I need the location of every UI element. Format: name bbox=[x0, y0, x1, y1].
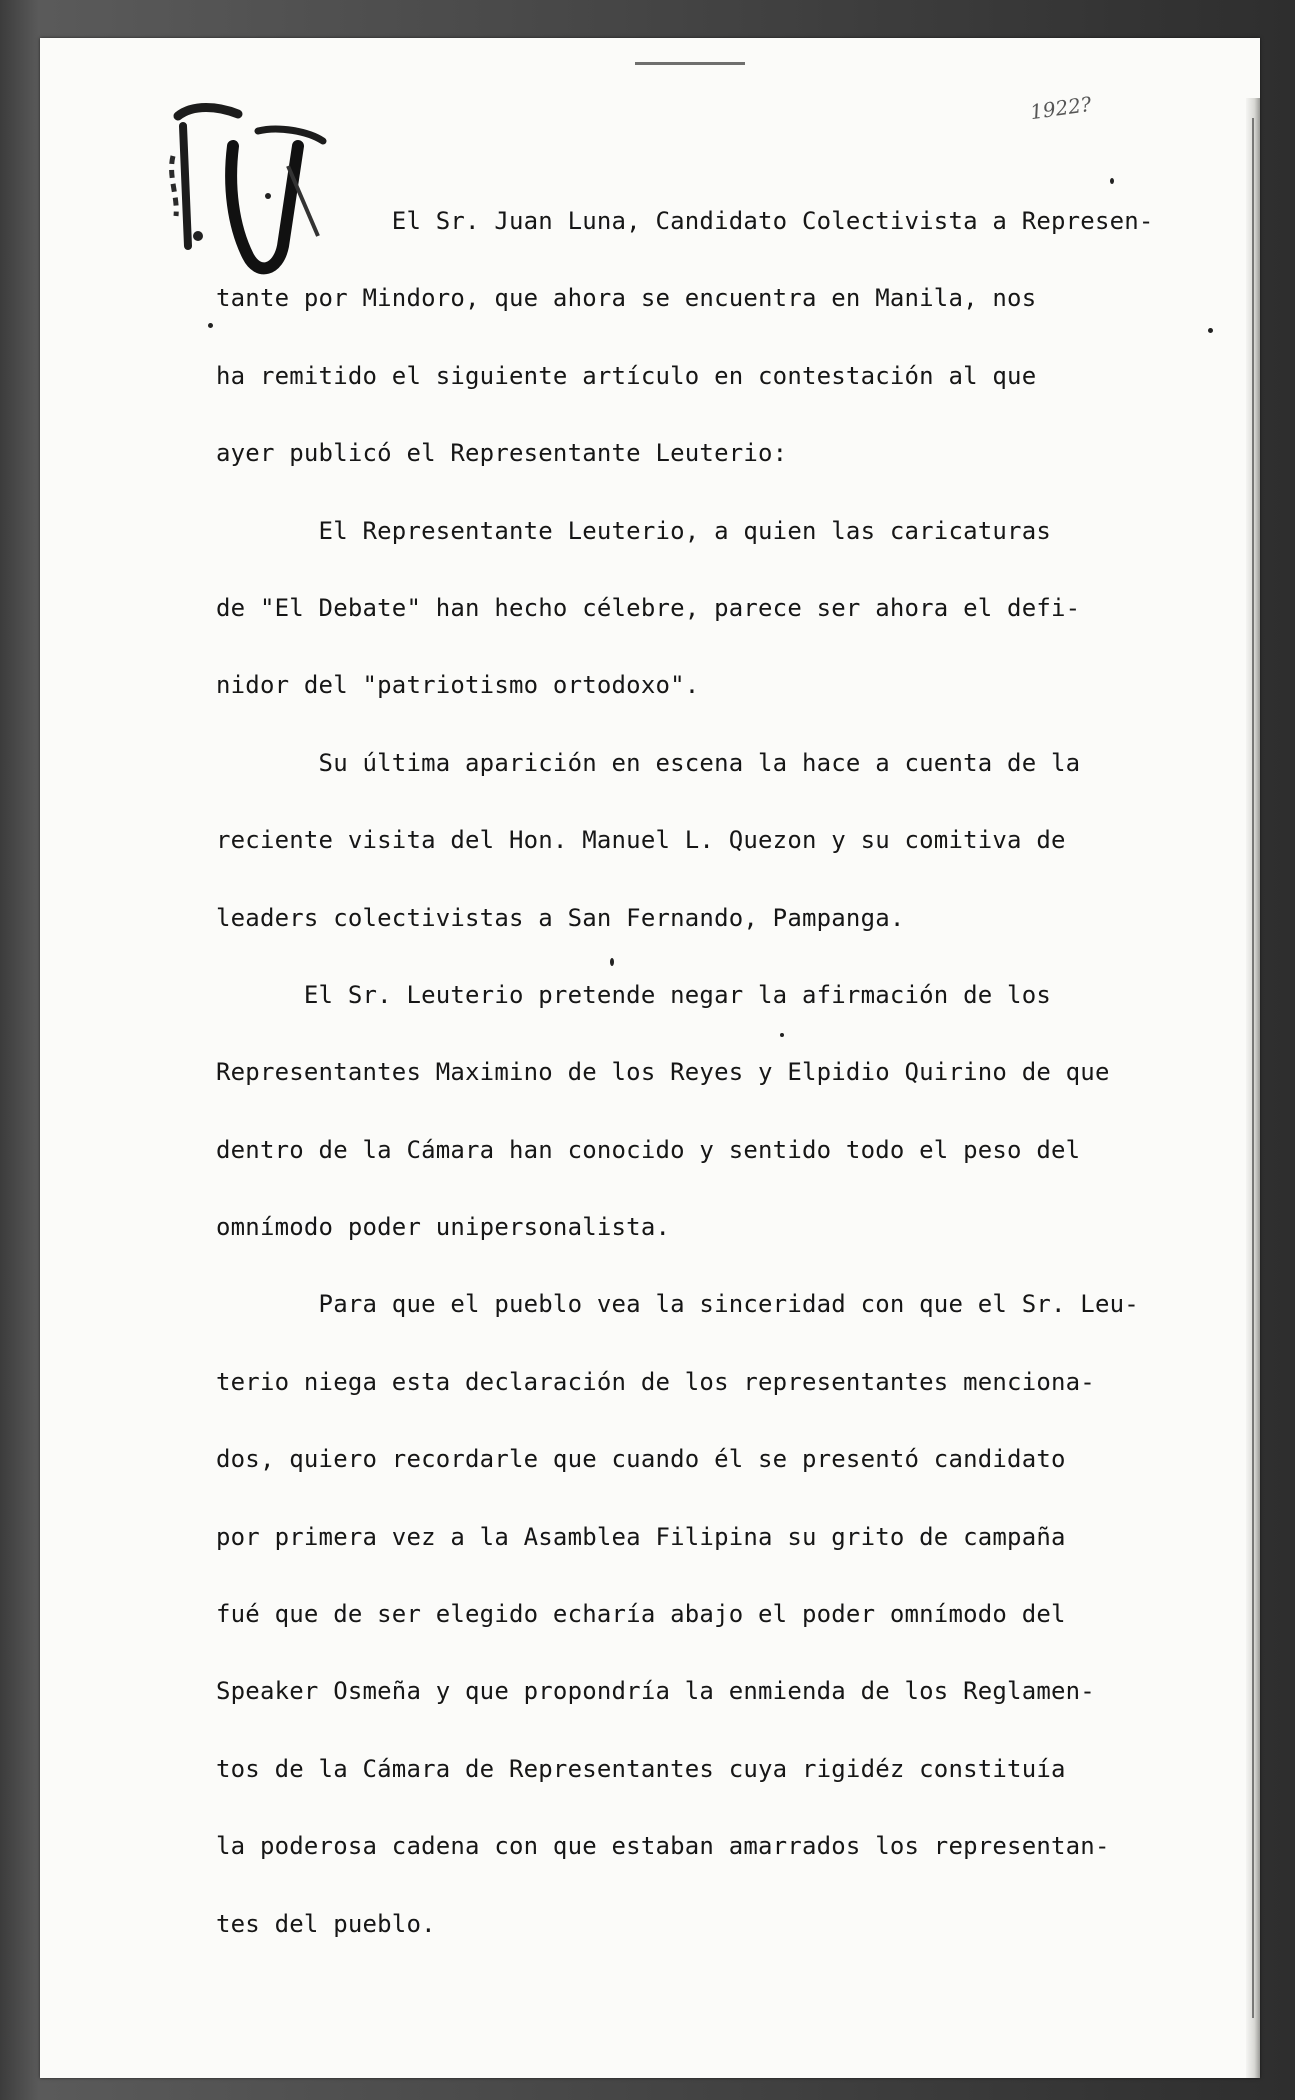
text-line: El Sr. Leuterio pretende negar la afirmación de los bbox=[216, 980, 1052, 1009]
text-line: El Sr. Juan Luna, Candidato Colectivista a Represen- bbox=[216, 207, 1154, 235]
letter-body bbox=[216, 183, 1216, 1963]
text-line: El Representante Leuterio, a quien las caricaturas bbox=[216, 516, 1052, 545]
page-edge-line bbox=[1252, 118, 1254, 2018]
text-line: Representantes Maximino de los Reyes y Elpidio Quirino de que bbox=[216, 1058, 1110, 1087]
text-line: nidor del "patriotismo ortodoxo". bbox=[216, 671, 700, 700]
text-line: tante por Mindoro, que ahora se encuentra en Manila, nos bbox=[216, 284, 1037, 313]
text-line: dos, quiero recordarle que cuando él se presentó candidato bbox=[216, 1445, 1066, 1474]
ink-speck bbox=[208, 323, 213, 328]
corner-note: 1922? bbox=[1028, 91, 1093, 125]
text-line: tes del pueblo. bbox=[216, 1909, 436, 1938]
top-rule bbox=[635, 62, 745, 65]
text-line: Para que el pueblo vea la sinceridad con que el Sr. Leu- bbox=[216, 1290, 1139, 1319]
text-line: la poderosa cadena con que estaban amarrados los representan- bbox=[216, 1832, 1110, 1861]
text-line: terio niega esta declaración de los representantes menciona- bbox=[216, 1367, 1095, 1396]
text-line: de "El Debate" han hecho célebre, parece ser ahora el defi- bbox=[216, 593, 1081, 622]
text-line: tos de la Cámara de Representantes cuya rigidéz constituía bbox=[216, 1754, 1066, 1783]
text-line: reciente visita del Hon. Manuel L. Quezon y su comitiva de bbox=[216, 826, 1066, 855]
text-line: ayer publicó el Representante Leuterio: bbox=[216, 439, 788, 468]
text-line: leaders colectivistas a San Fernando, Pampanga. bbox=[216, 903, 905, 932]
text-line: por primera vez a la Asamblea Filipina su grito de campaña bbox=[216, 1522, 1066, 1551]
text-line: fué que de ser elegido echaría abajo el poder omnímodo del bbox=[216, 1600, 1066, 1629]
text-line: Speaker Osmeña y que propondría la enmienda de los Reglamen- bbox=[216, 1677, 1095, 1706]
text-line: dentro de la Cámara han conocido y sentido todo el peso del bbox=[216, 1135, 1081, 1164]
text-line: Su última aparición en escena la hace a cuenta de la bbox=[216, 748, 1081, 777]
text-line: ha remitido el siguiente artículo en contestación al que bbox=[216, 361, 1037, 390]
text-line: omnímodo poder unipersonalista. bbox=[216, 1213, 671, 1242]
